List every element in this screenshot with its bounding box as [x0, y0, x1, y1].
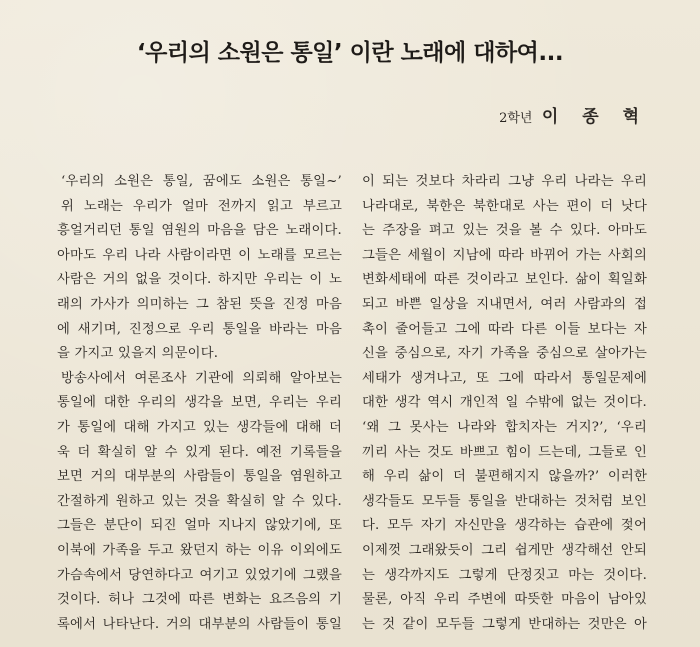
text-line: 것이다. 허나 그것에 따른 변화는 요즈음의 기 — [57, 592, 342, 608]
text-line: 위 노래는 우리가 얼마 전까지 읽고 부르고 — [61, 198, 342, 214]
text-line: 생각들도 모두들 통일을 반대하는 것처럼 보인 — [362, 493, 647, 509]
author-name: 이 종 혁 — [541, 107, 648, 127]
text-line: 이 되는 것보다 차라리 그냥 우리 나라는 우리 — [362, 174, 647, 189]
text-line: 통일에 대한 우리의 생각을 보면, 우리는 우리 — [57, 395, 342, 411]
author-grade: 2학년 — [499, 111, 533, 126]
text-line: ‘우리의 소원은 통일, 꿈에도 소원은 통일~’ — [61, 174, 342, 189]
text-line: 사람은 거의 없을 것이다. 하지만 우리는 이 노 — [57, 272, 342, 288]
author-byline — [499, 102, 648, 127]
text-line: 가 통일에 대해 가지고 있는 생각들에 대해 더 — [57, 419, 342, 435]
text-line: 래의 가사가 의미하는 그 참된 뜻을 진정 마음 — [57, 296, 342, 312]
text-line: 이제껏 그래왔듯이 그리 쉽게만 생각해선 안되 — [362, 542, 647, 558]
text-line: 간절하게 원하고 있는 것을 확실히 알 수 있다. — [57, 493, 342, 509]
text-line: 흥얼거리던 통일 염원의 마음을 담은 노래이다. — [57, 223, 342, 239]
text-line: 보면 거의 대부분의 사람들이 통일을 염원하고 — [57, 469, 342, 485]
text-line: 는 것 같이 모두들 그렇게 반대하는 것만은 아 — [362, 616, 647, 632]
text-line: 끼리 사는 것도 바쁘고 힘이 드는데, 그들로 인 — [362, 444, 647, 460]
text-line: 세태가 생겨나고, 또 그에 따라서 통일문제에 — [362, 370, 647, 386]
right-column — [362, 170, 647, 637]
left-column — [57, 170, 342, 637]
text-line: 그들은 분단이 되진 얼마 지나지 않았기에, 또 — [57, 518, 342, 534]
text-line: 신을 중심으로, 자기 가족을 중심으로 살아가는 — [362, 346, 647, 362]
text-line: 에 새기며, 진정으로 우리 통일을 바라는 마음 — [57, 321, 342, 337]
text-line: 다. 모두 자기 자신만을 생각하는 습관에 젖어 — [362, 518, 647, 534]
text-line: 욱 더 확실히 알 수 있게 된다. 예전 기록들을 — [57, 444, 342, 460]
text-line: 록에서 나타난다. 거의 대부분의 사람들이 통일 — [57, 616, 342, 632]
text-line: ‘왜 그 못사는 나라와 합치자는 거지?’, ‘우리 — [362, 419, 647, 435]
text-line: 방송사에서 여론조사 기관에 의뢰해 알아보는 — [61, 370, 342, 386]
text-line: 나라대로, 북한은 북한대로 사는 편이 더 낫다 — [362, 198, 647, 214]
text-line: 되고 바쁜 일상을 지내면서, 여러 사람과의 접 — [362, 296, 647, 312]
text-line: 는 주장을 펴고 있는 것을 볼 수 있다. 아마도 — [362, 223, 647, 239]
text-line: 변화세태에 따른 것이라고 보인다. 삶이 획일화 — [362, 272, 647, 288]
text-line: 이북에 가족을 두고 왔던지 하는 이유 이외에도 — [57, 542, 342, 558]
text-line: 는 생각까지도 그렇게 단정짓고 마는 것이다. — [362, 567, 647, 583]
text-line: 그들은 세월이 지남에 따라 바뀌어 가는 사회의 — [362, 247, 647, 263]
text-line: 해 우리 삶이 더 불편해지지 않을까?’ 이러한 — [362, 469, 647, 485]
text-line: 아마도 우리 나라 사람이라면 이 노래를 모르는 — [57, 247, 342, 263]
text-line: 물론, 아직 우리 주변에 따뜻한 마음이 남아있 — [362, 592, 647, 608]
text-line: 가슴속에서 당연하다고 여기고 있었기에 그랬을 — [57, 567, 342, 583]
text-line: 을 가지고 있을지 의문이다. — [57, 346, 219, 362]
text-line: 촉이 줄어들고 그에 따라 다른 이들 보다는 자 — [362, 321, 647, 337]
article-title: ‘우리의 소원은 통일’ 이란 노래에 대하여... — [136, 40, 564, 66]
text-line: 대한 생각 역시 개인적 일 수밖에 없는 것이다. — [362, 395, 647, 411]
